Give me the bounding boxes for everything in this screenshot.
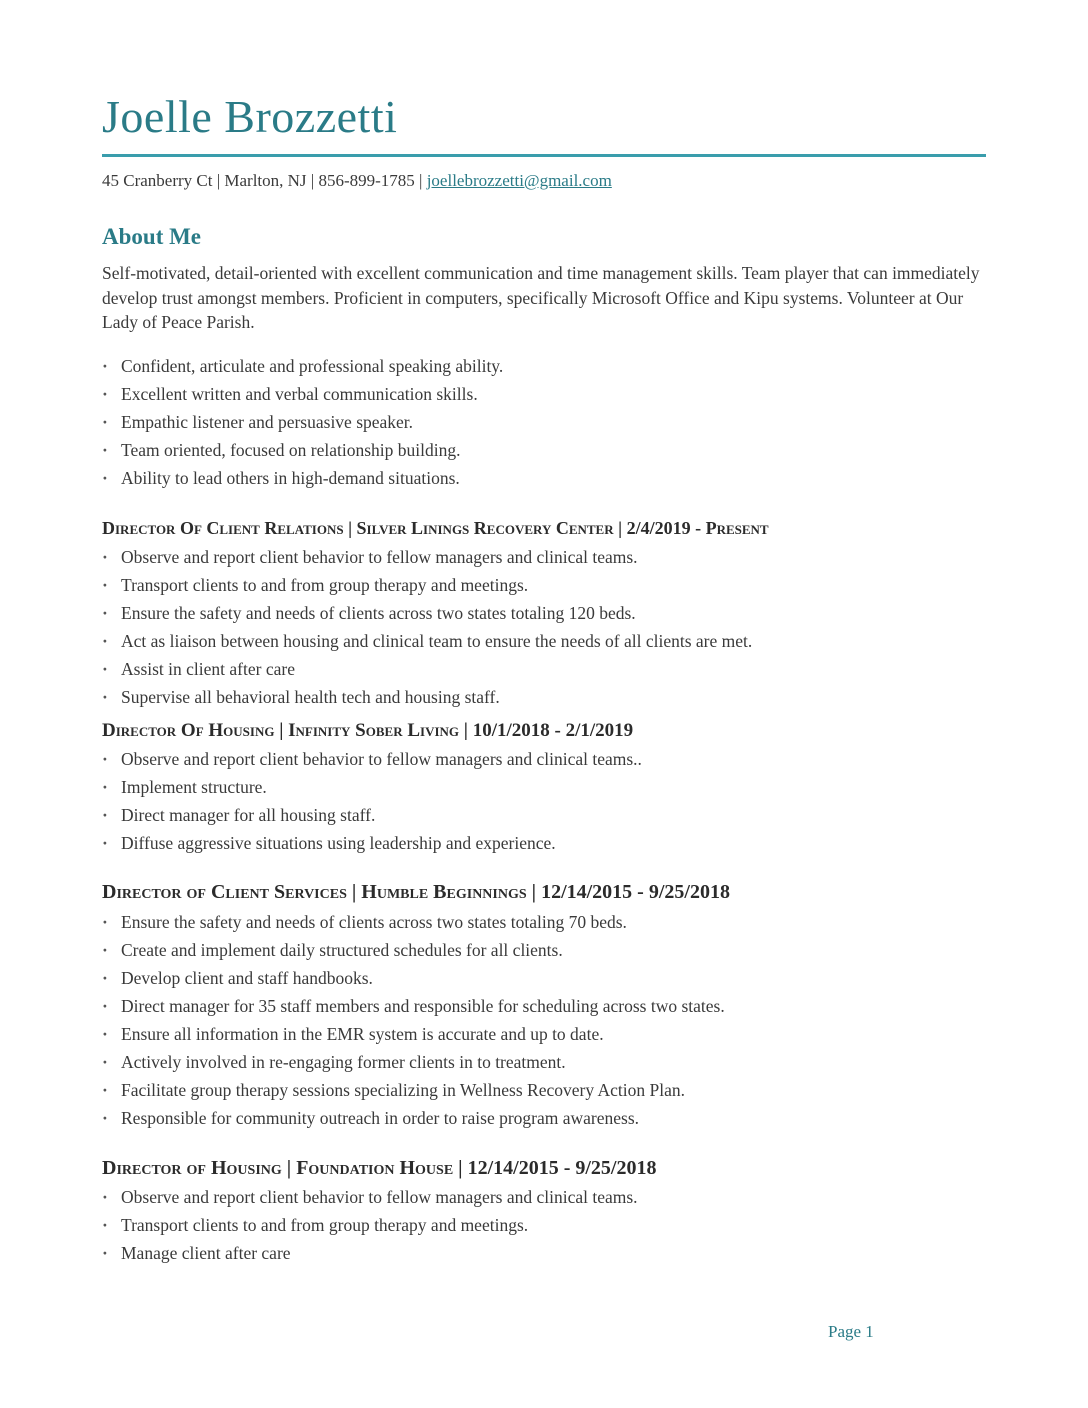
list-item: · Empathic listener and persuasive speaker. bbox=[102, 408, 986, 436]
job-bullets bbox=[102, 745, 986, 857]
list-item: · Observe and report client behavior to fellow managers and clinical teams. bbox=[102, 543, 986, 571]
header-divider bbox=[102, 154, 986, 157]
job-dates: 12/14/2015 - 9/25/2018 bbox=[467, 1157, 657, 1179]
list-item: · Supervise all behavioral health tech and housing staff. bbox=[102, 683, 986, 711]
job-bullets bbox=[102, 908, 986, 1132]
list-item: · Implement structure. bbox=[102, 773, 986, 801]
separator: | bbox=[306, 171, 319, 190]
list-item: · Ensure the safety and needs of clients across two states totaling 70 beds. bbox=[102, 908, 986, 936]
job-heading: Director of Client Services | Humble Beginnings | 12/14/2015 - 9/25/2018 bbox=[102, 881, 730, 903]
list-item: · Direct manager for all housing staff. bbox=[102, 801, 986, 829]
separator: | bbox=[212, 171, 225, 190]
list-item: · Create and implement daily structured schedules for all clients. bbox=[102, 936, 986, 964]
about-heading: About Me bbox=[102, 224, 202, 249]
contact-line bbox=[102, 171, 612, 191]
job-heading: Director Of Client Relations | Silver Linings Recovery Center | 2/4/2019 - Present bbox=[102, 518, 769, 538]
list-item: · Observe and report client behavior to fellow managers and clinical teams.. bbox=[102, 745, 986, 773]
separator: | bbox=[414, 171, 427, 190]
job-title: Director of Housing bbox=[102, 1157, 282, 1179]
job-company: Silver Linings Recovery Center bbox=[356, 518, 614, 538]
list-item: · Excellent written and verbal communication skills. bbox=[102, 380, 986, 408]
email-link[interactable]: joellebrozzetti@gmail.com bbox=[426, 171, 612, 190]
job-dates: 10/1/2018 - 2/1/2019 bbox=[472, 720, 634, 741]
job-bullets bbox=[102, 1183, 986, 1267]
list-item: · Develop client and staff handbooks. bbox=[102, 964, 986, 992]
about-bullets bbox=[102, 352, 986, 492]
job-company: Humble Beginnings bbox=[361, 881, 527, 903]
job-bullets bbox=[102, 543, 986, 711]
job-title: Director of Client Services bbox=[102, 881, 347, 903]
list-item: · Ability to lead others in high-demand situations. bbox=[102, 464, 986, 492]
job-heading: Director Of Housing | Infinity Sober Living | 10/1/2018 - 2/1/2019 bbox=[102, 720, 634, 741]
list-item: · Ensure all information in the EMR system is accurate and up to date. bbox=[102, 1020, 986, 1048]
list-item: · Actively involved in re-engaging former clients in to treatment. bbox=[102, 1048, 986, 1076]
list-item: · Manage client after care bbox=[102, 1239, 986, 1267]
job-title: Director Of Housing bbox=[102, 720, 275, 741]
list-item: · Confident, articulate and professional speaking ability. bbox=[102, 352, 986, 380]
page-number: Page 1 bbox=[828, 1322, 874, 1341]
job-dates: 12/14/2015 - 9/25/2018 bbox=[541, 881, 730, 903]
list-item: · Diffuse aggressive situations using leadership and experience. bbox=[102, 829, 986, 857]
candidate-name: Joelle Brozzetti bbox=[102, 91, 398, 142]
job-company: Infinity Sober Living bbox=[288, 720, 460, 741]
list-item: · Facilitate group therapy sessions specializing in Wellness Recovery Action Plan. bbox=[102, 1076, 986, 1104]
job-title: Director Of Client Relations bbox=[102, 518, 344, 538]
list-item: · Transport clients to and from group therapy and meetings. bbox=[102, 571, 986, 599]
job-company: Foundation House bbox=[296, 1157, 454, 1179]
address: 45 Cranberry Ct bbox=[102, 171, 213, 190]
list-item: · Observe and report client behavior to fellow managers and clinical teams. bbox=[102, 1183, 986, 1211]
list-item: · Transport clients to and from group therapy and meetings. bbox=[102, 1211, 986, 1239]
job-heading: Director of Housing | Foundation House | 12/14/2015 - 9/25/2018 bbox=[102, 1157, 657, 1179]
list-item: · Team oriented, focused on relationship building. bbox=[102, 436, 986, 464]
list-item: · Responsible for community outreach in order to raise program awareness. bbox=[102, 1104, 986, 1132]
list-item: · Direct manager for 35 staff members and responsible for scheduling across two states. bbox=[102, 992, 986, 1020]
job-dates: 2/4/2019 - bbox=[626, 518, 706, 538]
list-item: · Ensure the safety and needs of clients across two states totaling 120 beds. bbox=[102, 599, 986, 627]
city: Marlton, NJ bbox=[224, 171, 307, 190]
phone: 856-899-1785 bbox=[318, 171, 415, 190]
about-paragraph: Self-motivated, detail-oriented with excellent communication and time management skills. Team player that can immediately develop trust amongst members. Proficient in computers, specifically Microsoft Office and Kipu systems. Volunteer at Our Lady of Peace Parish. bbox=[102, 263, 980, 332]
list-item: · Act as liaison between housing and clinical team to ensure the needs of all clients are met. bbox=[102, 627, 986, 655]
list-item: · Assist in client after care bbox=[102, 655, 986, 683]
job-dates-present: Present bbox=[705, 518, 769, 538]
